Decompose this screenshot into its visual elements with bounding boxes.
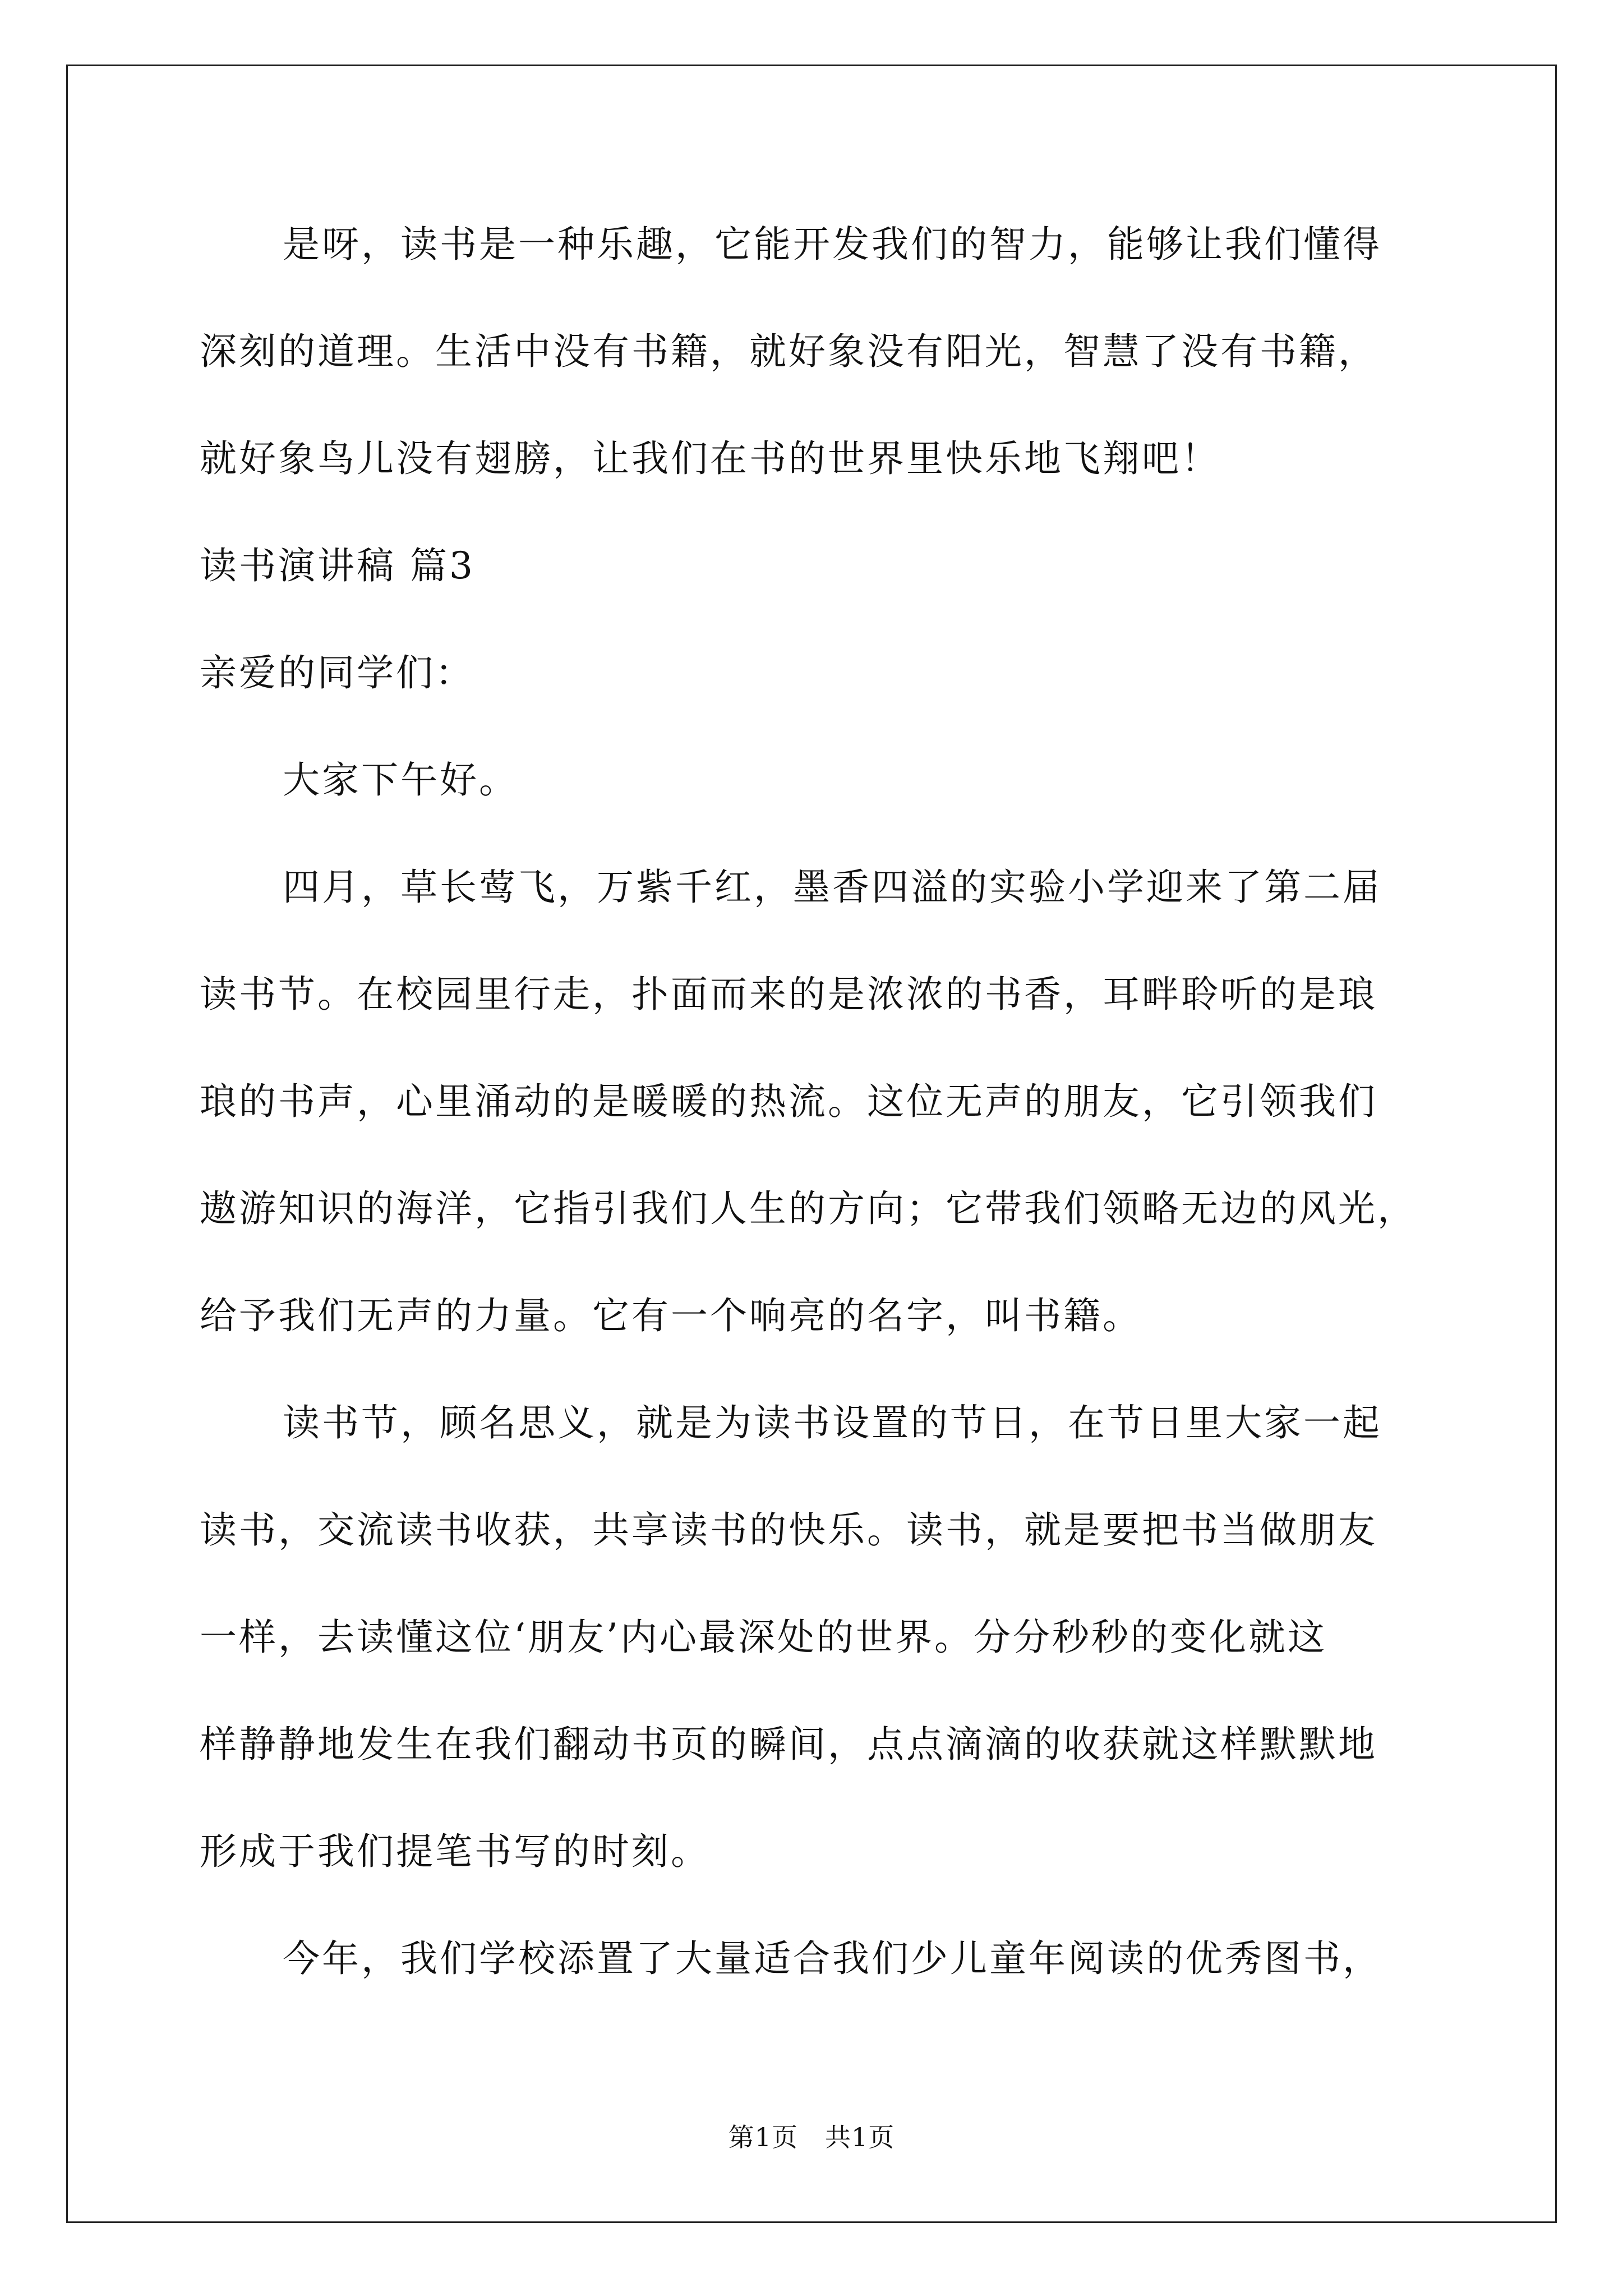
document-body [200,218,1467,2039]
text-line: 读书节。在校园里行走，扑面而来的是浓浓的书香，耳畔聆听的是琅 [200,973,1377,1016]
text-line: 一样，去读懂这位‘朋友’内心最深处的世界。分分秒秒的变化就这 [200,1616,1327,1659]
text-line: 今年，我们学校添置了大量适合我们少儿童年阅读的优秀图书， [283,1937,1382,1980]
text-line: 遨游知识的海洋，它指引我们人生的方向；它带我们领略无边的风光， [200,1187,1417,1230]
text-line: 样静静地发生在我们翻动书页的瞬间，点点滴滴的收获就这样默默地 [200,1723,1377,1766]
text-line: 是呀，读书是一种乐趣，它能开发我们的智力，能够让我们懂得 [283,223,1382,266]
text-line: 就好象鸟儿没有翅膀，让我们在书的世界里快乐地飞翔吧！ [200,437,1220,480]
page-number: 第1页 [728,2122,798,2152]
text-line: 深刻的道理。生活中没有书籍，就好象没有阳光，智慧了没有书籍， [200,330,1377,373]
page-total: 共1页 [825,2122,895,2152]
text-line: 琅的书声，心里涌动的是暖暖的热流。这位无声的朋友，它引领我们 [200,1080,1377,1123]
text-line: 读书，交流读书收获，共享读书的快乐。读书，就是要把书当做朋友 [200,1508,1377,1552]
text-line: 给予我们无声的力量。它有一个响亮的名字，叫书籍。 [200,1294,1142,1337]
page-footer [0,2122,1623,2153]
text-line: 大家下午好。 [283,758,518,802]
text-line: 读书节，顾名思义，就是为读书设置的节日，在节日里大家一起 [283,1401,1382,1444]
salutation: 亲爱的同学们： [200,651,474,694]
section-heading: 读书演讲稿 篇3 [200,544,475,587]
text-line: 形成于我们提笔书写的时刻。 [200,1830,710,1873]
text-line: 四月，草长莺飞，万紫千红，墨香四溢的实验小学迎来了第二届 [283,866,1382,909]
